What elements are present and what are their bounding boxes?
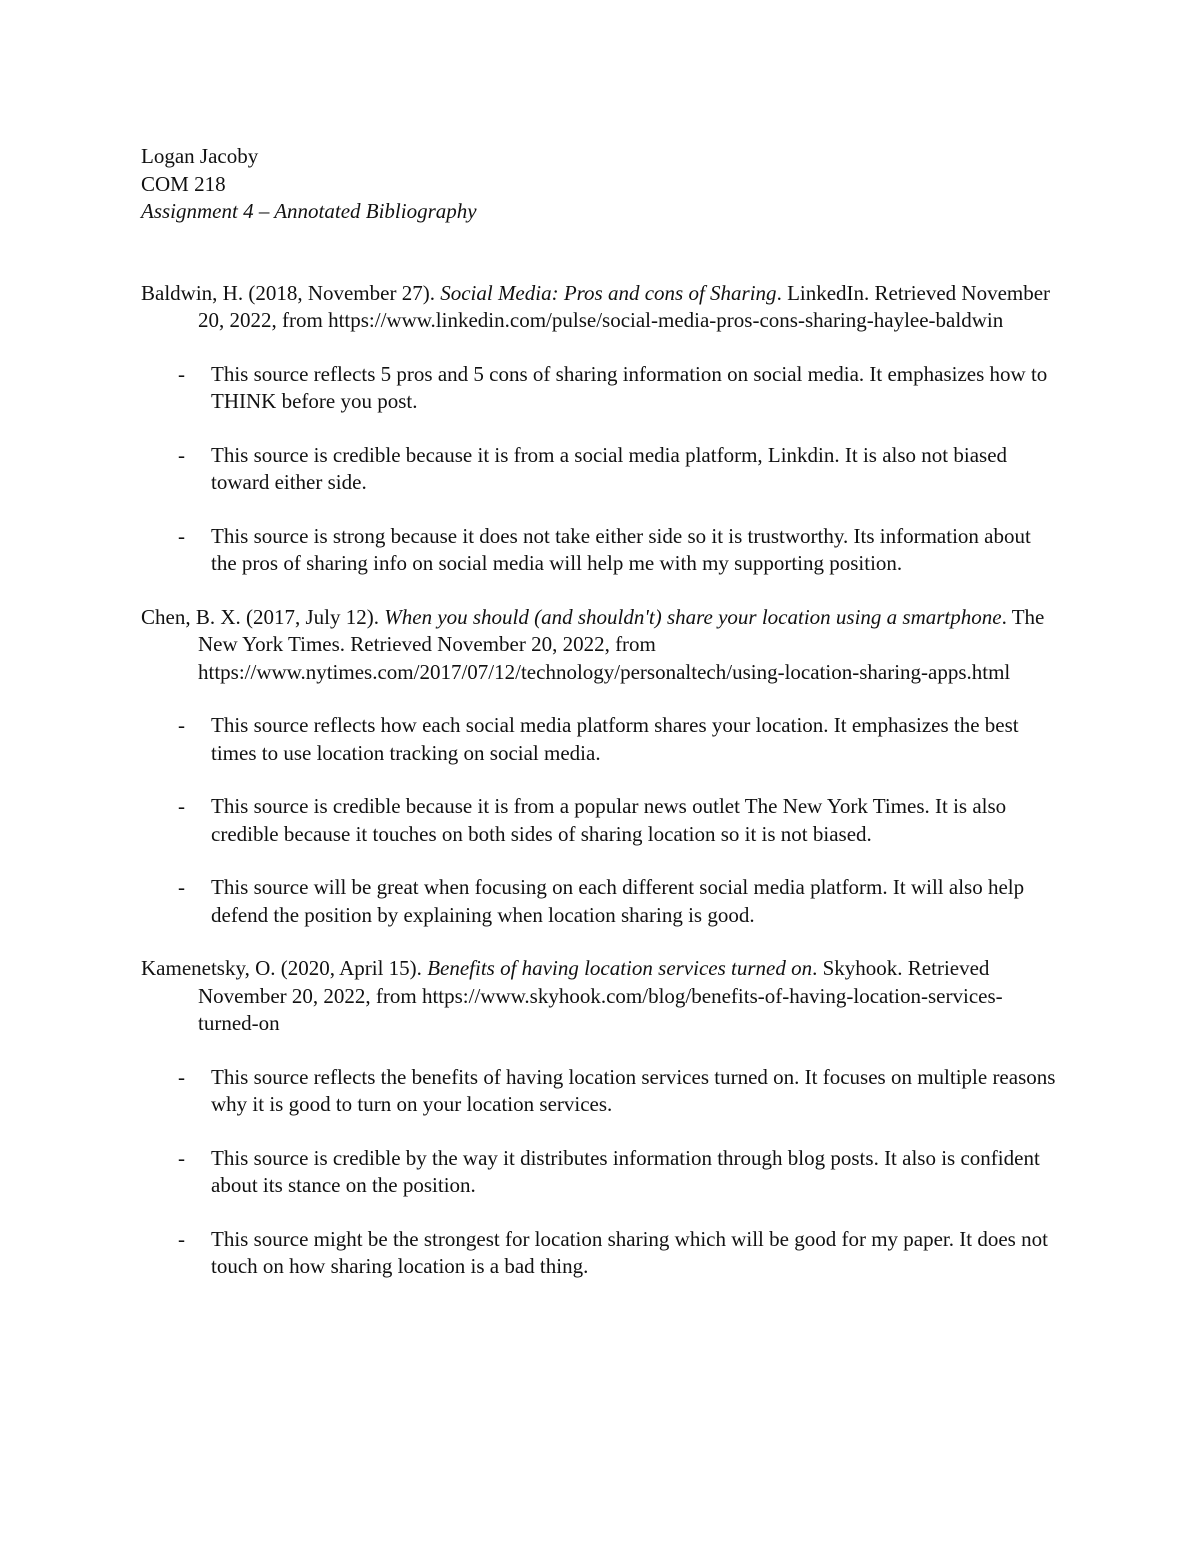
annotation-item xyxy=(141,361,1061,416)
annotation-item xyxy=(141,1064,1061,1119)
bullet-marker: - xyxy=(178,713,185,737)
citation-title: Social Media: Pros and cons of Sharing xyxy=(440,280,777,305)
bibliography-entry xyxy=(141,280,1061,578)
citation xyxy=(141,280,1061,335)
annotation-list xyxy=(141,1064,1061,1281)
header-spacer xyxy=(141,226,1061,280)
annotation-item xyxy=(141,1145,1061,1200)
bullet-marker: - xyxy=(178,1064,185,1089)
citation-title: Benefits of having location services turned on xyxy=(427,956,813,980)
bullet-marker: - xyxy=(178,442,185,467)
citation-title: When you should (and shouldn't) share your location using a smartphone xyxy=(384,604,1002,629)
annotation-text: This source is credible because it is from a social media platform, Linkdin. It is also not biased toward either side. xyxy=(211,442,1008,494)
citation xyxy=(141,604,1061,687)
annotation-text: This source is credible because it is from a popular news outlet The New York Times. It is also credible because it touches on both sides of sharing location so it is not biased. xyxy=(211,794,1007,846)
annotation-text: This source reflects 5 pros and 5 cons of sharing information on social media. It emphasizes how to THINK before you post. xyxy=(211,361,1048,413)
annotation-list xyxy=(141,361,1061,578)
annotation-text: This source might be the strongest for location sharing which will be good for my paper. It does not touch on how sharing location is a bad thing. xyxy=(211,1226,1048,1278)
citation-source: . The New York Times. Retrieved November 20, 2022, from https://www.nytimes.com/2017/07/12/technology/personaltech/using-location-sharing-apps.html xyxy=(198,604,1045,684)
citation-author-date: Chen, B. X. (2017, July 12). xyxy=(141,604,385,629)
annotation-text: This source is credible by the way it distributes information through blog posts. It also is confident about its stance on the position. xyxy=(211,1145,1040,1197)
bullet-marker: - xyxy=(178,875,185,899)
annotation-text: This source reflects how each social media platform shares your location. It emphasizes the best times to use location tracking on social media. xyxy=(211,713,1019,765)
annotation-text: This source reflects the benefits of having location services turned on. It focuses on multiple reasons why it is good to turn on your location services. xyxy=(211,1064,1056,1116)
annotation-item xyxy=(141,442,1061,497)
annotation-text: This source will be great when focusing on each different social media platform. It will also help defend the position by explaining when location sharing is good. xyxy=(211,875,1025,927)
annotation-item xyxy=(141,793,1061,848)
annotation-text: This source is strong because it does not take either side so it is trustworthy. Its information about the pros of sharing info on social media will help me with my supporting position. xyxy=(211,523,1031,575)
assignment-title: Assignment 4 – Annotated Bibliography xyxy=(141,199,477,223)
bullet-marker: - xyxy=(178,1145,185,1170)
bullet-marker: - xyxy=(178,794,185,818)
annotation-item xyxy=(141,712,1061,767)
author-name: Logan Jacoby xyxy=(141,144,259,168)
course-code: COM 218 xyxy=(141,171,226,196)
citation xyxy=(141,955,1061,1038)
bibliography-entry xyxy=(141,955,1061,1281)
bullet-marker: - xyxy=(178,523,185,548)
citation-author-date: Baldwin, H. (2018, November 27). xyxy=(141,280,441,305)
annotation-list xyxy=(141,712,1061,929)
document-page xyxy=(141,143,1061,1307)
annotation-item xyxy=(141,1226,1061,1281)
citation-author-date: Kamenetsky, O. (2020, April 15). xyxy=(141,956,428,980)
bullet-marker: - xyxy=(178,1226,185,1251)
citation-source: . LinkedIn. Retrieved November 20, 2022, from https://www.linkedin.com/pulse/social-media-pros-cons-sharing-haylee-baldwin xyxy=(198,280,1051,332)
annotation-item xyxy=(141,523,1061,578)
bibliography-entry xyxy=(141,604,1061,930)
annotation-item xyxy=(141,874,1061,929)
bullet-marker: - xyxy=(178,361,185,386)
citation-source: . Skyhook. Retrieved November 20, 2022, from https://www.skyhook.com/blog/benefits-of-having-location-services-turned-on xyxy=(198,956,1003,1035)
